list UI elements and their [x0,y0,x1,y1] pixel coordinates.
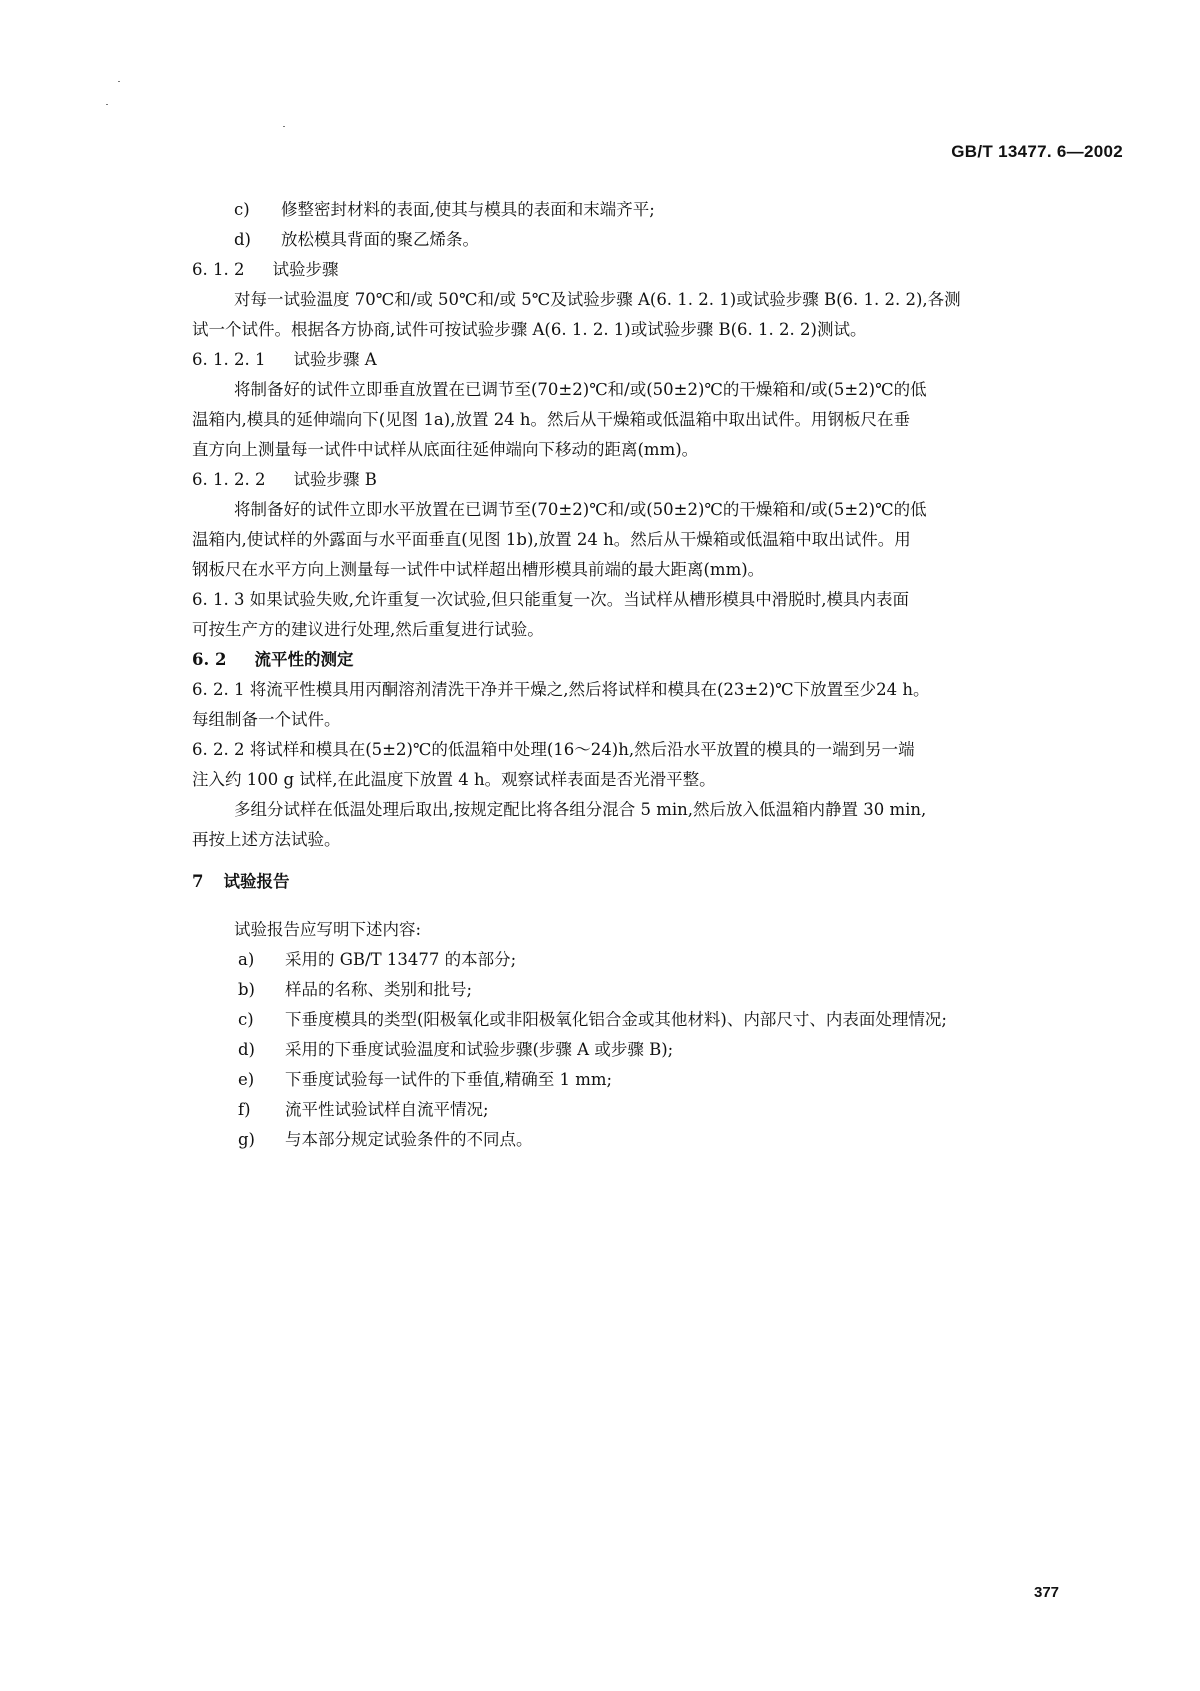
item-label: a) [238,950,255,969]
paragraph-line: 6. 2. 1 将流平性模具用丙酮溶剂清洗干净并干燥之,然后将试样和模具在(23±2)℃下放置至少24 h。 [192,680,930,699]
section-heading-6-1-2-2 [192,465,1127,495]
item-text: 与本部分规定试验条件的不同点。 [285,1130,533,1149]
list-item [192,975,1127,1005]
section-title: 流平性的测定 [254,650,354,669]
section-title: 试验报告 [223,872,290,891]
standard-code: GB/T 13477. 6—2002 [951,142,1123,161]
section-heading-6-1-2 [192,255,1127,285]
body-text [192,195,1127,1155]
paragraph-line: 直方向上测量每一试件中试样从底面往延伸端向下移动的距离(mm)。 [192,440,699,459]
item-label: f) [238,1100,251,1119]
paragraph-line: 再按上述方法试验。 [192,830,341,849]
list-item [192,1125,1127,1155]
list-item [192,225,1127,255]
section-title: 试验步骤 A [293,350,377,369]
item-label: d) [238,1040,255,1059]
paragraph-line: 温箱内,模具的延伸端向下(见图 1a),放置 24 h。然后从干燥箱或低温箱中取出试件。用钢板尺在垂 [192,410,911,429]
paragraph-line: 可按生产方的建议进行处理,然后重复进行试验。 [192,620,544,639]
item-label: e) [238,1070,255,1089]
item-text: 放松模具背面的聚乙烯条。 [281,230,479,249]
scan-speck [118,81,120,82]
item-label: g) [238,1130,255,1149]
section-title: 试验步骤 B [293,470,377,489]
paragraph-line: 每组制备一个试件。 [192,710,341,729]
item-text: 下垂度模具的类型(阳极氧化或非阳极氧化铝合金或其他材料)、内部尺寸、内表面处理情况; [285,1010,947,1029]
item-text: 采用的 GB/T 13477 的本部分; [285,950,517,969]
paragraph-line: 6. 2. 2 将试样和模具在(5±2)℃的低温箱中处理(16～24)h,然后沿水平放置的模具的一端到另一端 [192,740,915,759]
paragraph-line: 6. 1. 3 如果试验失败,允许重复一次试验,但只能重复一次。当试样从槽形模具中滑脱时,模具内表面 [192,590,909,609]
list-item [192,1005,1127,1035]
list-item [192,1035,1127,1065]
section-heading-6-1-2-1 [192,345,1127,375]
section-heading-7 [192,867,1127,897]
item-text: 样品的名称、类别和批号; [285,980,473,999]
section-title: 试验步骤 [272,260,339,279]
list-item [192,195,1127,225]
item-label: d) [234,230,251,249]
item-text: 修整密封材料的表面,使其与模具的表面和末端齐平; [281,200,655,219]
section-number: 6. 1. 2. 1 [192,350,266,369]
list-item [192,1065,1127,1095]
paragraph-line: 对每一试验温度 70℃和/或 50℃和/或 5℃及试验步骤 A(6. 1. 2. 1)或试验步骤 B(6. 1. 2. 2),各测 [234,290,961,309]
paragraph-line: 试一个试件。根据各方协商,试件可按试验步骤 A(6. 1. 2. 1)或试验步骤 B(6. 1. 2. 2)测试。 [192,320,867,339]
list-item [192,945,1127,975]
item-label: c) [234,200,250,219]
item-text: 流平性试验试样自流平情况; [285,1100,489,1119]
section-number: 6. 1. 2 [192,260,245,279]
section-number: 6. 2 [192,650,227,669]
paragraph-line: 钢板尺在水平方向上测量每一试件中试样超出槽形模具前端的最大距离(mm)。 [192,560,765,579]
paragraph-line: 将制备好的试件立即垂直放置在已调节至(70±2)℃和/或(50±2)℃的干燥箱和/或(5±2)℃的低 [234,380,927,399]
scan-speck [106,104,108,105]
list-item [192,1095,1127,1125]
item-label: c) [238,1010,254,1029]
paragraph-line: 注入约 100 g 试样,在此温度下放置 4 h。观察试样表面是否光滑平整。 [192,770,716,789]
item-text: 采用的下垂度试验温度和试验步骤(步骤 A 或步骤 B); [285,1040,674,1059]
paragraph-line: 试验报告应写明下述内容: [234,920,422,939]
scan-speck [283,126,285,127]
paragraph-line: 多组分试样在低温处理后取出,按规定配比将各组分混合 5 min,然后放入低温箱内静置 30 min, [234,800,927,819]
page-number: 377 [1034,1584,1060,1601]
section-number: 6. 1. 2. 2 [192,470,266,489]
item-text: 下垂度试验每一试件的下垂值,精确至 1 mm; [285,1070,613,1089]
section-heading-6-2 [192,645,1127,675]
section-number: 7 [192,872,204,891]
paragraph-line: 温箱内,使试样的外露面与水平面垂直(见图 1b),放置 24 h。然后从干燥箱或低温箱中取出试件。用 [192,530,911,549]
paragraph-line: 将制备好的试件立即水平放置在已调节至(70±2)℃和/或(50±2)℃的干燥箱和/或(5±2)℃的低 [234,500,927,519]
item-label: b) [238,980,255,999]
